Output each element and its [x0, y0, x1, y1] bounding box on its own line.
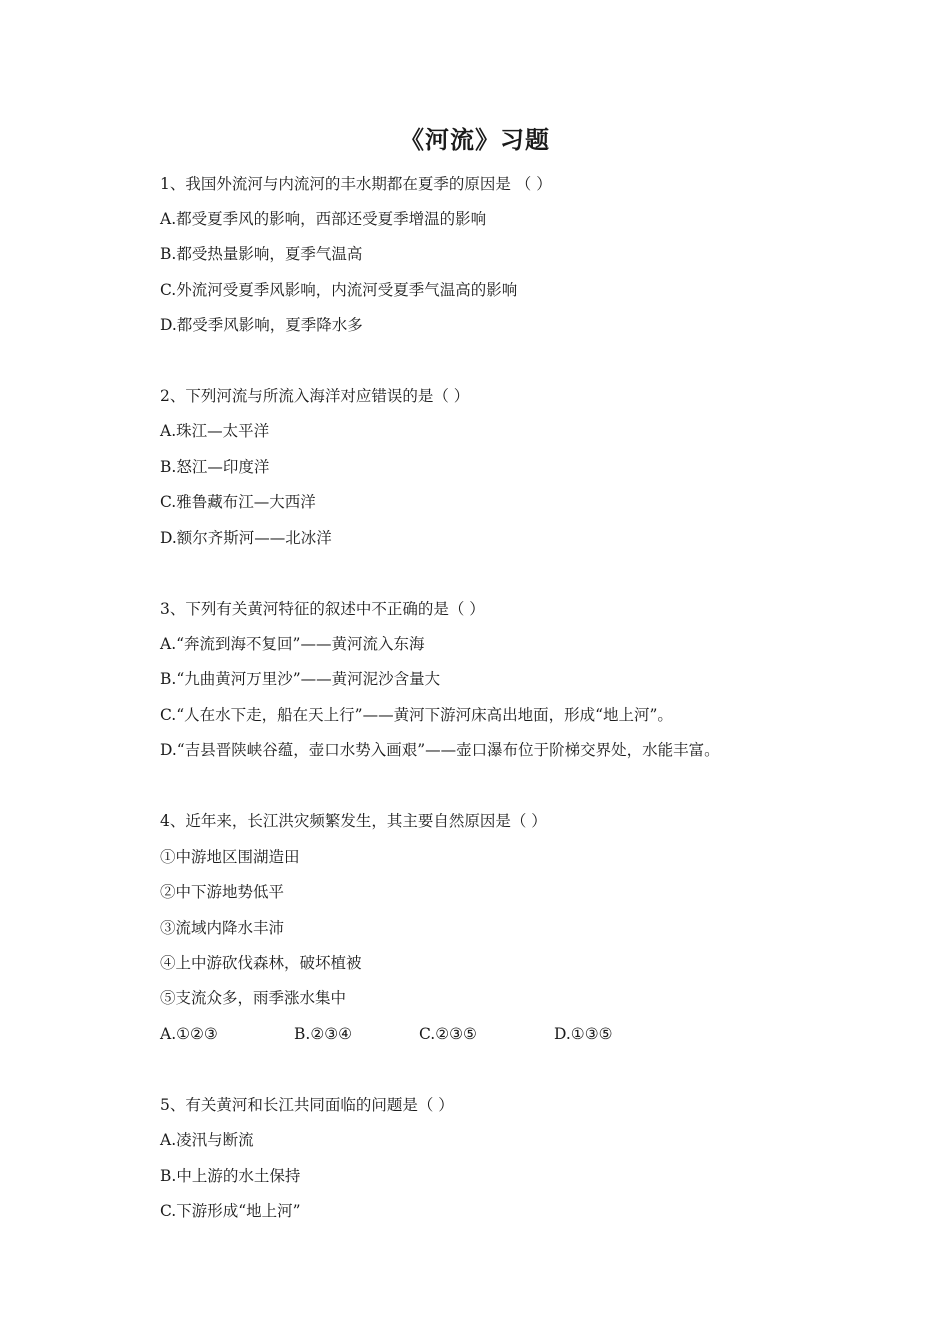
q2-option-a: A.珠江—太平洋 — [160, 422, 270, 440]
q3-option-c: C.“人在水下走，船在天上行”——黄河下游河床高出地面，形成“地上河”。 — [160, 706, 673, 724]
q5-option-b: B.中上游的水土保持 — [160, 1167, 301, 1185]
q3-stem: 3、下列有关黄河特征的叙述中不正确的是（ ） — [160, 600, 485, 618]
q3-option-d: D.“吉县晋陕峡谷蕴，壶口水势入画艰”——壶口瀑布位于阶梯交界处，水能丰富。 — [160, 741, 720, 759]
q4-option-c: C.②③⑤ — [419, 1025, 477, 1043]
q4-stem: 4、近年来，长江洪灾频繁发生，其主要自然原因是（ ） — [160, 812, 547, 830]
q4-option-a: A.①②③ — [160, 1025, 218, 1043]
q4-item-1: ①中游地区围湖造田 — [160, 848, 300, 866]
document-title: 《河流》习题 — [400, 125, 550, 154]
q4-item-4: ④上中游砍伐森林，破坏植被 — [160, 954, 362, 972]
q4-item-5: ⑤支流众多，雨季涨水集中 — [160, 989, 347, 1007]
q1-stem: 1、我国外流河与内流河的丰水期都在夏季的原因是 （ ） — [160, 175, 552, 193]
q5-option-c: C.下游形成“地上河” — [160, 1202, 301, 1220]
q1-option-b: B.都受热量影响，夏季气温高 — [160, 245, 363, 263]
q4-option-b: B.②③④ — [294, 1025, 353, 1043]
q3-option-b: B.“九曲黄河万里沙”——黄河泥沙含量大 — [160, 670, 441, 688]
q2-option-d: D.额尔齐斯河——北冰洋 — [160, 529, 332, 547]
q4-item-2: ②中下游地势低平 — [160, 883, 285, 901]
q4-option-d: D.①③⑤ — [554, 1025, 613, 1043]
q4-item-3: ③流域内降水丰沛 — [160, 919, 285, 937]
q3-option-a: A.“奔流到海不复回”——黄河流入东海 — [160, 635, 425, 653]
q2-option-c: C.雅鲁藏布江—大西洋 — [160, 493, 316, 511]
q2-option-b: B.怒江—印度洋 — [160, 458, 270, 476]
q5-option-a: A.凌汛与断流 — [160, 1131, 254, 1149]
q1-option-a: A.都受夏季风的影响，西部还受夏季增温的影响 — [160, 210, 487, 228]
q2-stem: 2、下列河流与所流入海洋对应错误的是（ ） — [160, 387, 470, 405]
q1-option-d: D.都受季风影响，夏季降水多 — [160, 316, 363, 334]
q1-option-c: C.外流河受夏季风影响，内流河受夏季气温高的影响 — [160, 281, 518, 299]
q5-stem: 5、有关黄河和长江共同面临的问题是（ ） — [160, 1096, 454, 1114]
